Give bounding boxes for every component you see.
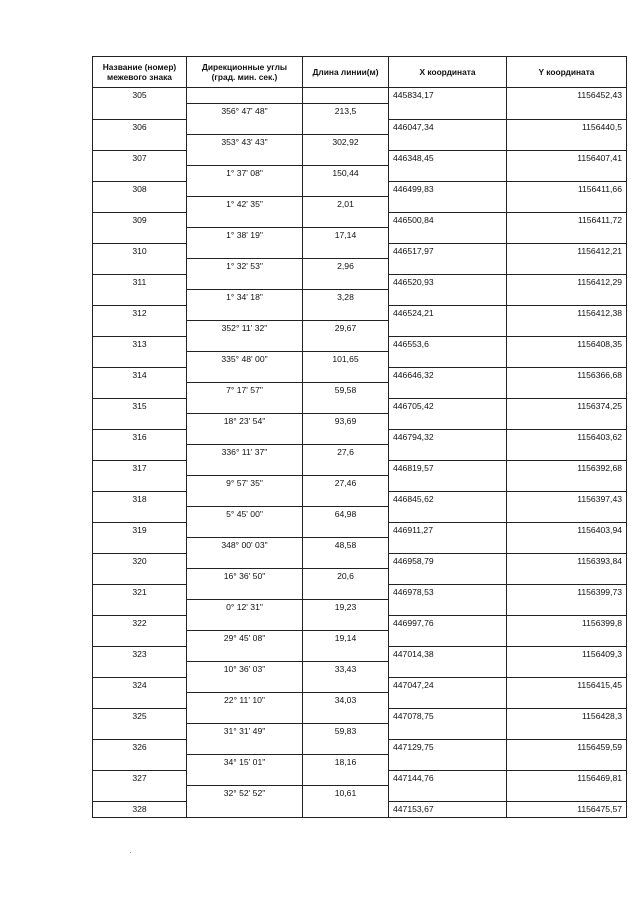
empty-cell <box>187 150 303 166</box>
empty-cell <box>389 662 507 678</box>
empty-cell <box>93 104 187 120</box>
x-coordinate-cell: 446911,27 <box>389 522 507 538</box>
line-length-cell: 2,96 <box>303 259 389 275</box>
table-row <box>93 708 627 724</box>
x-coordinate-cell: 446646,32 <box>389 367 507 383</box>
table-row <box>93 584 627 600</box>
direction-angle-cell: 29° 45' 08" <box>187 631 303 647</box>
mark-name-cell: 327 <box>93 770 187 786</box>
x-coordinate-cell: 447144,76 <box>389 770 507 786</box>
empty-cell <box>93 786 187 802</box>
direction-angle-cell: 1° 42' 35" <box>187 197 303 213</box>
table-row <box>93 150 627 166</box>
empty-cell <box>389 104 507 120</box>
empty-cell <box>187 274 303 290</box>
x-coordinate-cell: 446524,21 <box>389 305 507 321</box>
empty-cell <box>507 290 627 306</box>
mark-name-cell: 313 <box>93 336 187 352</box>
line-length-cell: 33,43 <box>303 662 389 678</box>
empty-cell <box>187 336 303 352</box>
empty-cell <box>93 166 187 182</box>
empty-cell <box>507 259 627 275</box>
table-row <box>93 398 627 414</box>
direction-angle-cell: 16° 36' 50" <box>187 569 303 585</box>
empty-cell <box>389 693 507 709</box>
empty-cell <box>389 631 507 647</box>
mark-name-cell: 306 <box>93 119 187 135</box>
header-x-coordinate: Х координата <box>389 57 507 88</box>
y-coordinate-cell: 1156412,38 <box>507 305 627 321</box>
y-coordinate-cell: 1156440,5 <box>507 119 627 135</box>
scan-speck <box>130 852 131 853</box>
empty-cell <box>93 755 187 771</box>
empty-cell <box>93 538 187 554</box>
line-length-cell: 64,98 <box>303 507 389 523</box>
table-row <box>93 569 627 585</box>
direction-angle-cell: 1° 32' 53" <box>187 259 303 275</box>
empty-cell <box>303 553 389 569</box>
table-row <box>93 383 627 399</box>
line-length-cell: 27,46 <box>303 476 389 492</box>
table-row <box>93 476 627 492</box>
table-row <box>93 212 627 228</box>
boundary-coordinates-table <box>92 56 627 818</box>
line-length-cell: 93,69 <box>303 414 389 430</box>
y-coordinate-cell: 1156403,62 <box>507 429 627 445</box>
empty-cell <box>507 724 627 740</box>
mark-name-cell: 319 <box>93 522 187 538</box>
mark-name-cell: 325 <box>93 708 187 724</box>
line-length-cell: 213,5 <box>303 104 389 120</box>
empty-cell <box>507 414 627 430</box>
direction-angle-cell: 18° 23' 54" <box>187 414 303 430</box>
header-y-coordinate: Y координата <box>507 57 627 88</box>
line-length-cell: 59,83 <box>303 724 389 740</box>
x-coordinate-cell: 446499,83 <box>389 181 507 197</box>
table-row <box>93 677 627 693</box>
table-row <box>93 646 627 662</box>
mark-name-cell: 315 <box>93 398 187 414</box>
empty-cell <box>303 770 389 786</box>
empty-cell <box>93 724 187 740</box>
x-coordinate-cell: 447129,75 <box>389 739 507 755</box>
x-coordinate-cell: 447153,67 <box>389 801 507 817</box>
empty-cell <box>389 352 507 368</box>
y-coordinate-cell: 1156469,81 <box>507 770 627 786</box>
table-row <box>93 321 627 337</box>
empty-cell <box>507 321 627 337</box>
empty-cell <box>93 135 187 151</box>
empty-cell <box>303 522 389 538</box>
empty-cell <box>303 429 389 445</box>
line-length-cell: 10,61 <box>303 786 389 802</box>
y-coordinate-cell: 1156415,45 <box>507 677 627 693</box>
empty-cell <box>389 786 507 802</box>
mark-name-cell: 322 <box>93 615 187 631</box>
y-coordinate-cell: 1156407,41 <box>507 150 627 166</box>
empty-cell <box>187 119 303 135</box>
empty-cell <box>389 724 507 740</box>
direction-angle-cell: 22° 11' 10" <box>187 693 303 709</box>
y-coordinate-cell: 1156366,68 <box>507 367 627 383</box>
empty-cell <box>93 662 187 678</box>
empty-cell <box>507 662 627 678</box>
y-coordinate-cell: 1156393,84 <box>507 553 627 569</box>
line-length-cell: 302,92 <box>303 135 389 151</box>
table-row <box>93 507 627 523</box>
empty-cell <box>389 166 507 182</box>
empty-cell <box>187 584 303 600</box>
direction-angle-cell: 9° 57' 35" <box>187 476 303 492</box>
mark-name-cell: 323 <box>93 646 187 662</box>
direction-angle-cell: 34° 15' 01" <box>187 755 303 771</box>
table-row <box>93 615 627 631</box>
empty-cell <box>389 538 507 554</box>
y-coordinate-cell: 1156408,35 <box>507 336 627 352</box>
empty-cell <box>187 739 303 755</box>
table-row <box>93 243 627 259</box>
x-coordinate-cell: 446500,84 <box>389 212 507 228</box>
empty-cell <box>93 693 187 709</box>
table-row <box>93 538 627 554</box>
direction-angle-cell: 348° 00' 03" <box>187 538 303 554</box>
direction-angle-cell: 1° 37' 08" <box>187 166 303 182</box>
empty-cell <box>507 693 627 709</box>
table-row <box>93 693 627 709</box>
table-row <box>93 755 627 771</box>
empty-cell <box>93 228 187 244</box>
x-coordinate-cell: 447047,24 <box>389 677 507 693</box>
x-coordinate-cell: 446047,34 <box>389 119 507 135</box>
table-header <box>93 57 627 88</box>
mark-name-cell: 312 <box>93 305 187 321</box>
x-coordinate-cell: 446794,32 <box>389 429 507 445</box>
mark-name-cell: 316 <box>93 429 187 445</box>
table-row <box>93 119 627 135</box>
line-length-cell: 34,03 <box>303 693 389 709</box>
table-body <box>93 88 627 818</box>
empty-cell <box>93 197 187 213</box>
line-length-cell: 48,58 <box>303 538 389 554</box>
table-row <box>93 135 627 151</box>
empty-cell <box>303 491 389 507</box>
table-row <box>93 662 627 678</box>
table-row <box>93 228 627 244</box>
direction-angle-cell: 336° 11' 37" <box>187 445 303 461</box>
empty-cell <box>187 460 303 476</box>
empty-cell <box>303 801 389 817</box>
empty-cell <box>507 755 627 771</box>
empty-cell <box>93 569 187 585</box>
empty-cell <box>507 104 627 120</box>
empty-cell <box>507 228 627 244</box>
mark-name-cell: 328 <box>93 801 187 817</box>
y-coordinate-cell: 1156475,57 <box>507 801 627 817</box>
empty-cell <box>93 290 187 306</box>
direction-angle-cell: 31° 31' 49" <box>187 724 303 740</box>
table-row <box>93 104 627 120</box>
empty-cell <box>389 197 507 213</box>
table-row <box>93 274 627 290</box>
empty-cell <box>187 429 303 445</box>
empty-cell <box>389 755 507 771</box>
empty-cell <box>93 476 187 492</box>
table-row <box>93 801 627 817</box>
empty-cell <box>303 212 389 228</box>
empty-cell <box>187 615 303 631</box>
empty-cell <box>187 646 303 662</box>
direction-angle-cell: 1° 38' 19" <box>187 228 303 244</box>
x-coordinate-cell: 445834,17 <box>389 88 507 104</box>
table-row <box>93 336 627 352</box>
y-coordinate-cell: 1156412,29 <box>507 274 627 290</box>
empty-cell <box>303 88 389 104</box>
direction-angle-cell: 1° 34' 18" <box>187 290 303 306</box>
y-coordinate-cell: 1156452,43 <box>507 88 627 104</box>
empty-cell <box>93 600 187 616</box>
empty-cell <box>507 135 627 151</box>
empty-cell <box>187 553 303 569</box>
table-row <box>93 181 627 197</box>
empty-cell <box>507 507 627 523</box>
y-coordinate-cell: 1156409,3 <box>507 646 627 662</box>
empty-cell <box>93 507 187 523</box>
empty-cell <box>507 786 627 802</box>
line-length-cell: 18,16 <box>303 755 389 771</box>
x-coordinate-cell: 446997,76 <box>389 615 507 631</box>
empty-cell <box>389 414 507 430</box>
empty-cell <box>187 88 303 104</box>
empty-cell <box>303 274 389 290</box>
table-row <box>93 352 627 368</box>
table-row <box>93 305 627 321</box>
empty-cell <box>507 600 627 616</box>
empty-cell <box>303 119 389 135</box>
empty-cell <box>303 305 389 321</box>
direction-angle-cell: 32° 52' 52" <box>187 786 303 802</box>
empty-cell <box>187 708 303 724</box>
direction-angle-cell: 7° 17' 57" <box>187 383 303 399</box>
empty-cell <box>187 212 303 228</box>
empty-cell <box>389 600 507 616</box>
table-row <box>93 290 627 306</box>
x-coordinate-cell: 446978,53 <box>389 584 507 600</box>
empty-cell <box>507 538 627 554</box>
y-coordinate-cell: 1156411,66 <box>507 181 627 197</box>
empty-cell <box>389 135 507 151</box>
direction-angle-cell: 335° 48' 00" <box>187 352 303 368</box>
direction-angle-cell: 352° 11' 32" <box>187 321 303 337</box>
empty-cell <box>389 383 507 399</box>
empty-cell <box>507 631 627 647</box>
empty-cell <box>507 352 627 368</box>
x-coordinate-cell: 447014,38 <box>389 646 507 662</box>
empty-cell <box>303 584 389 600</box>
empty-cell <box>303 367 389 383</box>
mark-name-cell: 320 <box>93 553 187 569</box>
empty-cell <box>187 305 303 321</box>
empty-cell <box>93 383 187 399</box>
table-row <box>93 553 627 569</box>
line-length-cell: 27,6 <box>303 445 389 461</box>
y-coordinate-cell: 1156392,68 <box>507 460 627 476</box>
line-length-cell: 59,58 <box>303 383 389 399</box>
line-length-cell: 2,01 <box>303 197 389 213</box>
direction-angle-cell: 0° 12' 31" <box>187 600 303 616</box>
empty-cell <box>303 460 389 476</box>
mark-name-cell: 310 <box>93 243 187 259</box>
line-length-cell: 17,14 <box>303 228 389 244</box>
empty-cell <box>93 414 187 430</box>
mark-name-cell: 314 <box>93 367 187 383</box>
table-row <box>93 460 627 476</box>
table-row <box>93 367 627 383</box>
empty-cell <box>389 321 507 337</box>
empty-cell <box>93 259 187 275</box>
direction-angle-cell: 5° 45' 00" <box>187 507 303 523</box>
mark-name-cell: 317 <box>93 460 187 476</box>
x-coordinate-cell: 446705,42 <box>389 398 507 414</box>
empty-cell <box>303 243 389 259</box>
empty-cell <box>303 150 389 166</box>
empty-cell <box>187 491 303 507</box>
header-direction-angle: Дирекционные углы (град. мин. сек.) <box>187 57 303 88</box>
x-coordinate-cell: 446348,45 <box>389 150 507 166</box>
table-row <box>93 429 627 445</box>
empty-cell <box>507 569 627 585</box>
empty-cell <box>303 336 389 352</box>
x-coordinate-cell: 446553,6 <box>389 336 507 352</box>
x-coordinate-cell: 446958,79 <box>389 553 507 569</box>
empty-cell <box>187 801 303 817</box>
empty-cell <box>389 445 507 461</box>
y-coordinate-cell: 1156412,21 <box>507 243 627 259</box>
y-coordinate-cell: 1156459,59 <box>507 739 627 755</box>
empty-cell <box>303 708 389 724</box>
line-length-cell: 20,6 <box>303 569 389 585</box>
table-row <box>93 600 627 616</box>
empty-cell <box>187 522 303 538</box>
x-coordinate-cell: 446520,93 <box>389 274 507 290</box>
empty-cell <box>93 352 187 368</box>
table-row <box>93 166 627 182</box>
line-length-cell: 101,65 <box>303 352 389 368</box>
x-coordinate-cell: 447078,75 <box>389 708 507 724</box>
empty-cell <box>93 321 187 337</box>
empty-cell <box>187 367 303 383</box>
empty-cell <box>187 181 303 197</box>
header-mark-name: Название (номер) межевого знака <box>93 57 187 88</box>
table-row <box>93 197 627 213</box>
empty-cell <box>389 259 507 275</box>
table-row <box>93 631 627 647</box>
empty-cell <box>507 166 627 182</box>
y-coordinate-cell: 1156399,8 <box>507 615 627 631</box>
empty-cell <box>507 445 627 461</box>
empty-cell <box>303 181 389 197</box>
mark-name-cell: 311 <box>93 274 187 290</box>
header-line-length: Длина линии(м) <box>303 57 389 88</box>
mark-name-cell: 318 <box>93 491 187 507</box>
line-length-cell: 19,14 <box>303 631 389 647</box>
x-coordinate-cell: 446517,97 <box>389 243 507 259</box>
y-coordinate-cell: 1156374,25 <box>507 398 627 414</box>
mark-name-cell: 307 <box>93 150 187 166</box>
empty-cell <box>93 631 187 647</box>
table-row <box>93 491 627 507</box>
empty-cell <box>507 383 627 399</box>
table-row <box>93 724 627 740</box>
line-length-cell: 3,28 <box>303 290 389 306</box>
empty-cell <box>303 615 389 631</box>
empty-cell <box>389 290 507 306</box>
table-row <box>93 770 627 786</box>
mark-name-cell: 324 <box>93 677 187 693</box>
direction-angle-cell: 353° 43' 43" <box>187 135 303 151</box>
line-length-cell: 19,23 <box>303 600 389 616</box>
y-coordinate-cell: 1156397,43 <box>507 491 627 507</box>
mark-name-cell: 305 <box>93 88 187 104</box>
table-row <box>93 414 627 430</box>
y-coordinate-cell: 1156428,3 <box>507 708 627 724</box>
empty-cell <box>507 197 627 213</box>
direction-angle-cell: 10° 36' 03" <box>187 662 303 678</box>
mark-name-cell: 309 <box>93 212 187 228</box>
table-row <box>93 88 627 104</box>
empty-cell <box>93 445 187 461</box>
y-coordinate-cell: 1156399,73 <box>507 584 627 600</box>
table-row <box>93 445 627 461</box>
y-coordinate-cell: 1156403,94 <box>507 522 627 538</box>
empty-cell <box>303 646 389 662</box>
line-length-cell: 29,67 <box>303 321 389 337</box>
x-coordinate-cell: 446845,62 <box>389 491 507 507</box>
direction-angle-cell: 356° 47' 48" <box>187 104 303 120</box>
empty-cell <box>303 739 389 755</box>
table-row <box>93 786 627 802</box>
line-length-cell: 150,44 <box>303 166 389 182</box>
x-coordinate-cell: 446819,57 <box>389 460 507 476</box>
empty-cell <box>389 476 507 492</box>
mark-name-cell: 326 <box>93 739 187 755</box>
empty-cell <box>187 398 303 414</box>
empty-cell <box>389 228 507 244</box>
empty-cell <box>187 677 303 693</box>
empty-cell <box>303 398 389 414</box>
table-row <box>93 522 627 538</box>
mark-name-cell: 308 <box>93 181 187 197</box>
table-row <box>93 259 627 275</box>
y-coordinate-cell: 1156411,72 <box>507 212 627 228</box>
table-row <box>93 739 627 755</box>
empty-cell <box>389 507 507 523</box>
empty-cell <box>389 569 507 585</box>
empty-cell <box>187 770 303 786</box>
empty-cell <box>187 243 303 259</box>
mark-name-cell: 321 <box>93 584 187 600</box>
empty-cell <box>507 476 627 492</box>
empty-cell <box>303 677 389 693</box>
